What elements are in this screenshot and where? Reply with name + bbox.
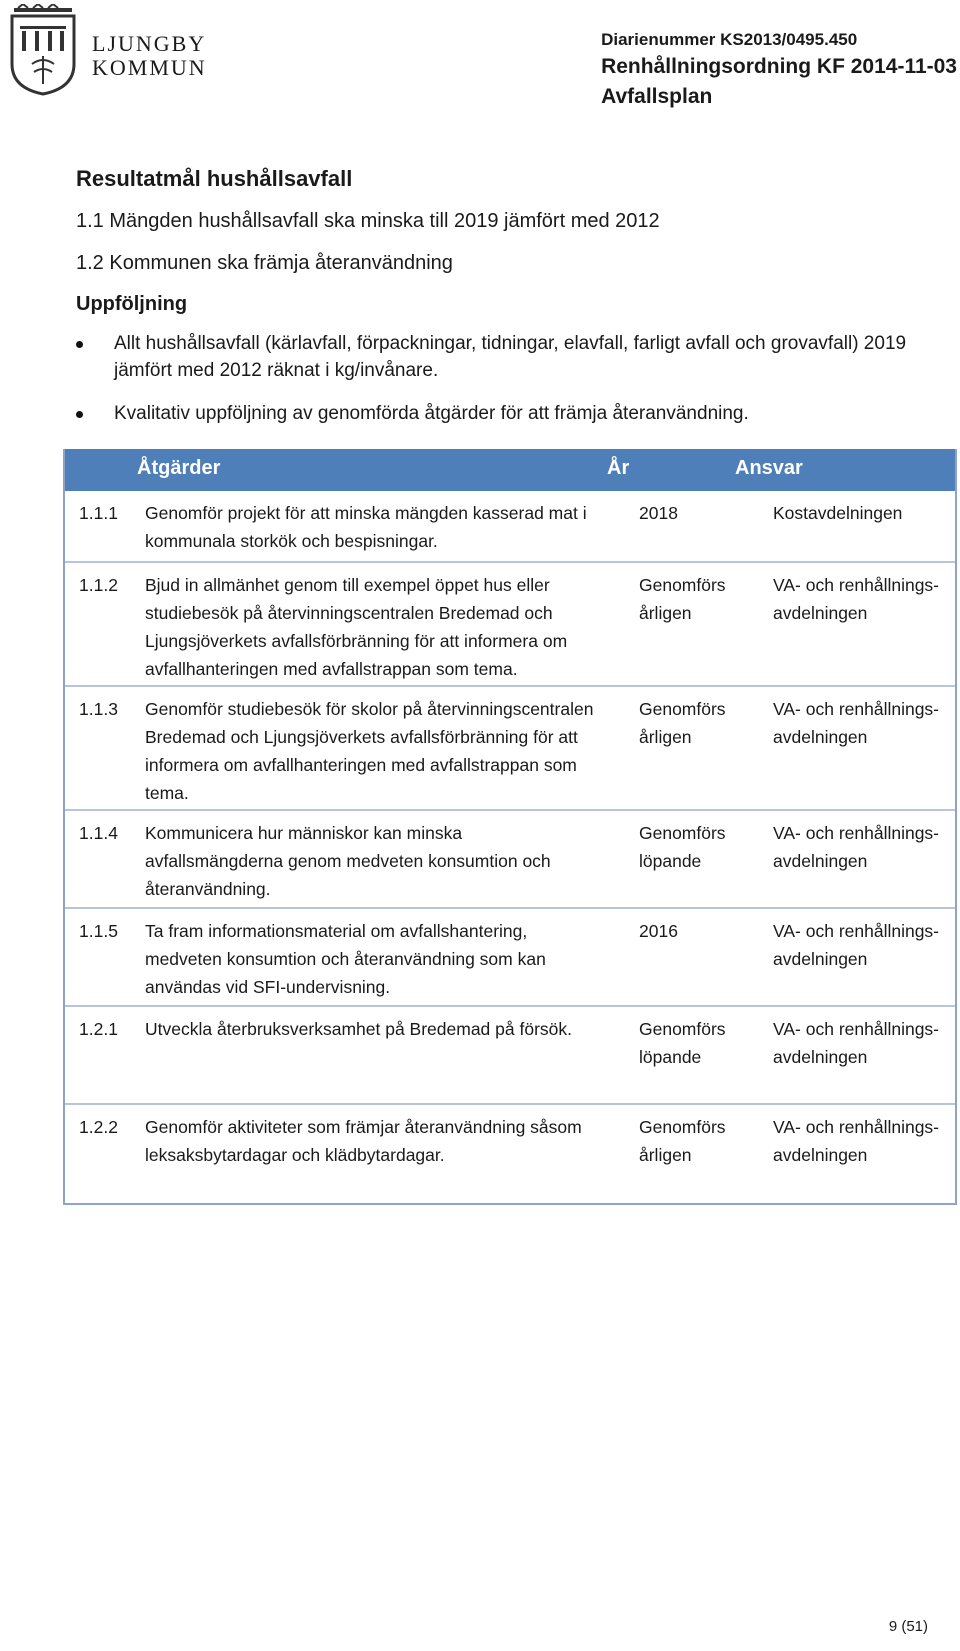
header-year: År	[607, 457, 630, 479]
row-description: Utveckla återbruksverksamhet på Bredemad på försök.	[145, 1019, 572, 1039]
page-number: 9 (51)	[888, 1618, 928, 1635]
row-description: Genomför aktiviteter som främjar återanvändning såsom leksaksbytardagar och klädbytardagar.	[145, 1117, 582, 1165]
bullet-icon	[76, 411, 83, 418]
row-description: Bjud in allmänhet genom till exempel öppet hus eller studiebesök på återvinningscentralen Bredemad och Ljungsjöverkets avfallsförbränning för att informera om avfallhanteringen med avfallstrappan som tema.	[145, 575, 568, 679]
section-title: Avfallsplan	[601, 85, 713, 108]
row-year: Genomförs årligen	[639, 1117, 726, 1165]
row-description: Genomför projekt för att minska mängden kasserad mat i kommunala storkök och bespisningar.	[145, 503, 587, 551]
row-year: 2018	[639, 503, 678, 523]
row-number: 1.1.2	[79, 575, 118, 595]
actions-table	[63, 449, 957, 1205]
followup-heading: Uppföljning	[76, 293, 188, 315]
header-responsible: Ansvar	[735, 457, 803, 479]
table-row	[65, 909, 955, 1007]
followup-list	[76, 330, 946, 427]
row-responsible: VA- och renhållnings-avdelningen	[773, 699, 940, 747]
list-item	[76, 400, 946, 427]
row-number: 1.1.1	[79, 503, 118, 523]
table-row	[65, 563, 955, 687]
row-year: Genomförs årligen	[639, 699, 726, 747]
row-year: Genomförs löpande	[639, 1019, 726, 1067]
row-year: Genomförs årligen	[639, 575, 726, 623]
row-number: 1.1.5	[79, 921, 118, 941]
row-responsible: VA- och renhållnings-avdelningen	[773, 823, 940, 871]
row-number: 1.1.4	[79, 823, 118, 843]
row-responsible: VA- och renhållnings-avdelningen	[773, 921, 940, 969]
row-number: 1.2.1	[79, 1019, 118, 1039]
row-year: Genomförs löpande	[639, 823, 726, 871]
table-row	[65, 687, 955, 811]
table-row	[65, 1105, 955, 1203]
row-responsible: Kostavdelningen	[773, 503, 903, 523]
header-action: Åtgärder	[137, 457, 221, 479]
list-item	[76, 330, 946, 384]
document-header	[601, 28, 957, 112]
row-description: Genomför studiebesök för skolor på återvinningscentralen Bredemad och Ljungsjöverkets avfallsförbränning för att informera om avfallhanteringen med avfallstrappan som tema.	[145, 699, 594, 803]
row-number: 1.2.2	[79, 1117, 118, 1137]
table-row	[65, 1007, 955, 1105]
logo-line-1: LJUNGBY	[92, 31, 207, 56]
row-description: Kommunicera hur människor kan minska avfallsmängderna genom medveten konsumtion och återanvändning.	[145, 823, 551, 899]
diarienummer: Diarienummer KS2013/0495.450	[601, 30, 858, 49]
table-row	[65, 491, 955, 563]
row-responsible: VA- och renhållnings-avdelningen	[773, 575, 940, 623]
row-responsible: VA- och renhållnings-avdelningen	[773, 1117, 940, 1165]
goal-1-2: 1.2 Kommunen ska främja återanvändning	[76, 252, 453, 274]
row-number: 1.1.3	[79, 699, 118, 719]
bullet-text: Allt hushållsavfall (kärlavfall, förpackningar, tidningar, elavfall, farligt avfall och grovavfall) 2019 jämfört med 2012 räknat i kg/invånare.	[114, 333, 907, 381]
row-description: Ta fram informationsmaterial om avfallshantering, medveten konsumtion och återanvändning som kan användas vid SFI-undervisning.	[145, 921, 546, 997]
goal-1-1: 1.1 Mängden hushållsavfall ska minska till 2019 jämfört med 2012	[76, 210, 660, 232]
document-title: Renhållningsordning KF 2014-11-03	[601, 55, 957, 78]
table-header	[65, 449, 955, 491]
row-responsible: VA- och renhållnings-avdelningen	[773, 1019, 940, 1067]
page-heading: Resultatmål hushållsavfall	[76, 166, 353, 191]
table-row	[65, 811, 955, 909]
logo-text	[92, 32, 207, 80]
municipality-logo	[8, 4, 218, 100]
main-content	[76, 162, 946, 443]
row-year: 2016	[639, 921, 678, 941]
bullet-text: Kvalitativ uppföljning av genomförda åtgärder för att främja återanvändning.	[114, 403, 749, 424]
coat-of-arms-icon	[8, 4, 78, 96]
bullet-icon	[76, 341, 83, 348]
logo-line-2: KOMMUN	[92, 55, 207, 80]
